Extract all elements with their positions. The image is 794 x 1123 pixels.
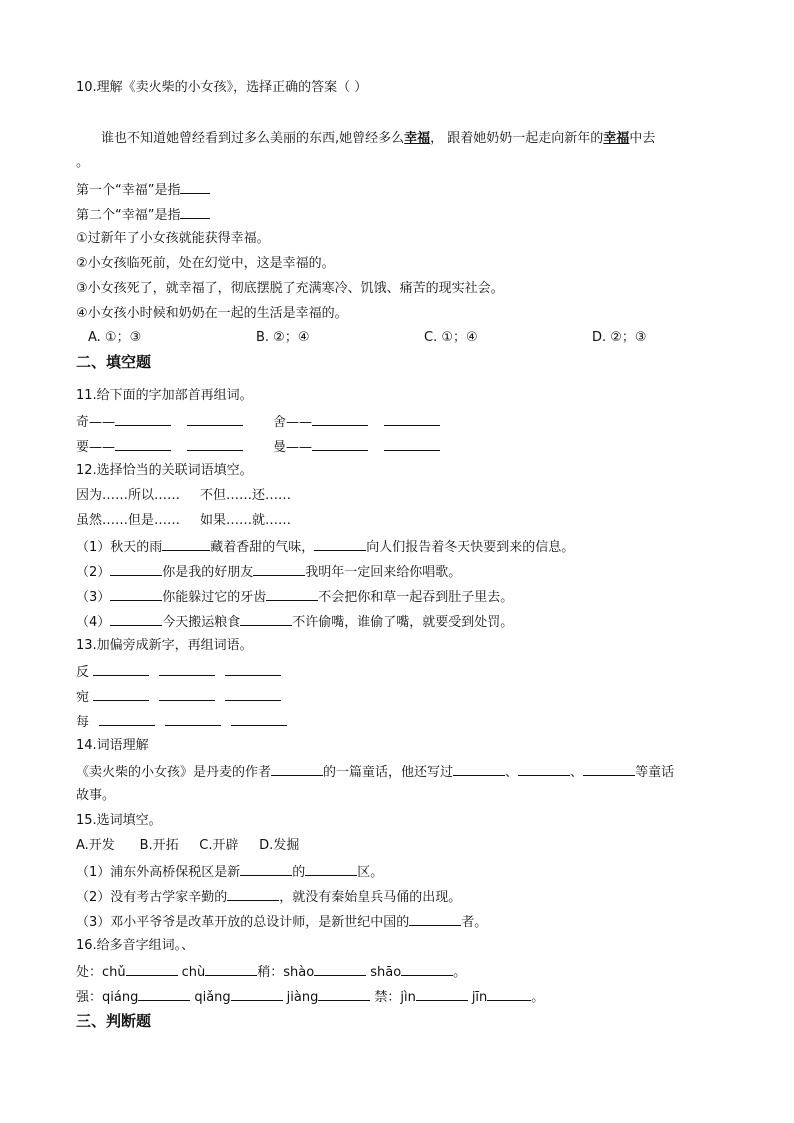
answer-blank[interactable] xyxy=(110,613,162,626)
q16-row-2: 强：qiáng qiǎng jiàng 禁：jìn jīn 。 xyxy=(76,990,545,1005)
q15-choices: A.开发 B.开拓 C.开辟 D.发掘 xyxy=(76,838,300,853)
answer-blank[interactable] xyxy=(231,713,287,726)
answer-blank[interactable] xyxy=(159,663,215,676)
answer-blank[interactable] xyxy=(162,538,210,551)
answer-blank[interactable] xyxy=(159,688,215,701)
q14-sentence: 《卖火柴的小女孩》是丹麦的作者 的一篇童话，他还写过 、 、 等童话 xyxy=(76,765,675,780)
q11-title: 11.给下面的字加部首再组词。 xyxy=(76,388,253,403)
section-heading: 二、填空题 xyxy=(76,353,152,371)
q10-option-a[interactable]: A. ①；③ xyxy=(88,330,142,345)
answer-blank[interactable] xyxy=(110,588,162,601)
q13-row-2: 宛 xyxy=(76,688,281,706)
q13-title: 13.加偏旁成新字，再组词语。 xyxy=(76,638,253,653)
answer-blank[interactable] xyxy=(312,438,368,451)
answer-blank[interactable] xyxy=(110,563,162,576)
answer-blank[interactable] xyxy=(384,438,440,451)
answer-blank[interactable] xyxy=(453,763,505,776)
q12-sentence-1: （1）秋天的雨 藏着香甜的气味， 向人们报告着冬天快要到来的信息。 xyxy=(76,540,575,555)
q10-title: 10.理解《卖火柴的小女孩》，选择正确的答案（ ） xyxy=(76,80,368,95)
answer-blank[interactable] xyxy=(487,988,531,1001)
q12-sentence-3: （3） 你能躲过它的牙齿 不会把你和草一起吞到肚子里去。 xyxy=(76,590,514,605)
q14-title: 14.词语理解 xyxy=(76,738,149,753)
answer-blank[interactable] xyxy=(266,588,318,601)
q15-sentence-3: （3）邓小平爷爷是改革开放的总设计师，是新世纪中国的 者。 xyxy=(76,915,488,930)
answer-blank[interactable] xyxy=(187,413,243,426)
answer-blank[interactable] xyxy=(253,563,305,576)
answer-blank[interactable] xyxy=(225,663,281,676)
q12-words-2: 虽然……但是…… 如果……就…… xyxy=(76,513,292,528)
q10-option-c[interactable]: C. ①；④ xyxy=(424,330,478,345)
section-heading: 三、判断题 xyxy=(76,1012,152,1030)
q13-row-1: 反 xyxy=(76,663,281,681)
answer-blank[interactable] xyxy=(314,963,366,976)
answer-blank[interactable] xyxy=(205,963,257,976)
q16-title: 16.给多音字组词。、 xyxy=(76,938,195,953)
q16-row-1: 处：chǔ chù 稍：shào shāo 。 xyxy=(76,965,467,980)
q10-option-b[interactable]: B. ②；④ xyxy=(256,330,310,345)
q12-sentence-2: （2） 你是我的好朋友 我明年一定回来给你唱歌。 xyxy=(76,565,462,580)
answer-blank[interactable] xyxy=(416,988,468,1001)
q10-item: ②小女孩临死前，处在幻觉中，这是幸福的。 xyxy=(76,256,335,271)
answer-blank[interactable] xyxy=(314,538,366,551)
answer-blank[interactable] xyxy=(312,413,368,426)
q10-happiness-2: 幸福 xyxy=(603,131,630,146)
answer-blank[interactable] xyxy=(240,863,292,876)
q12-words-1: 因为……所以…… 不但……还…… xyxy=(76,488,292,503)
q10-item: ①过新年了小女孩就能获得幸福。 xyxy=(76,231,270,246)
q10-first-line: 第一个“幸福”是指 xyxy=(76,181,210,199)
answer-blank[interactable] xyxy=(180,206,210,219)
q15-sentence-1: （1）浦东外高桥保税区是新 的 区。 xyxy=(76,865,384,880)
answer-blank[interactable] xyxy=(231,988,283,1001)
q10-item: ③小女孩死了，就幸福了，彻底摆脱了充满寒冷、饥饿、痛苦的现实社会。 xyxy=(76,281,504,296)
answer-blank[interactable] xyxy=(115,438,171,451)
answer-blank[interactable] xyxy=(583,763,635,776)
q10-second-line: 第二个“幸福”是指 xyxy=(76,206,210,224)
answer-blank[interactable] xyxy=(126,963,178,976)
q12-sentence-4: （4） 今天搬运粮食 不许偷嘴，谁偷了嘴，就要受到处罚。 xyxy=(76,615,514,630)
q10-item: ④小女孩小时候和奶奶在一起的生活是幸福的。 xyxy=(76,306,348,321)
answer-blank[interactable] xyxy=(401,963,453,976)
answer-blank[interactable] xyxy=(180,181,210,194)
q14-sentence-end: 故事。 xyxy=(76,788,116,803)
q15-sentence-2: （2）没有考古学家辛勤的 ，就没有秦始皇兵马俑的出现。 xyxy=(76,890,462,905)
answer-blank[interactable] xyxy=(305,863,357,876)
answer-blank[interactable] xyxy=(384,413,440,426)
answer-blank[interactable] xyxy=(93,688,149,701)
answer-blank[interactable] xyxy=(115,413,171,426)
answer-blank[interactable] xyxy=(409,913,461,926)
answer-blank[interactable] xyxy=(93,663,149,676)
answer-blank[interactable] xyxy=(518,763,570,776)
q10-option-d[interactable]: D. ②；③ xyxy=(592,330,647,345)
q15-title: 15.选词填空。 xyxy=(76,813,162,828)
q11-row-2: 要—— 曼—— xyxy=(76,438,440,456)
q12-title: 12.选择恰当的关联词语填空。 xyxy=(76,463,253,478)
answer-blank[interactable] xyxy=(271,763,323,776)
answer-blank[interactable] xyxy=(227,888,279,901)
answer-blank[interactable] xyxy=(225,688,281,701)
q10-happiness-1: 幸福 xyxy=(404,131,431,146)
answer-blank[interactable] xyxy=(99,713,155,726)
answer-blank[interactable] xyxy=(318,988,370,1001)
answer-blank[interactable] xyxy=(165,713,221,726)
q10-passage: 谁也不知道她曾经看到过多么美丽的东西,她曾经多么幸福， 跟着她奶奶一起走向新年的幸福中去 xyxy=(101,131,656,146)
answer-blank[interactable] xyxy=(240,613,292,626)
answer-blank[interactable] xyxy=(138,988,190,1001)
q10-passage-end: 。 xyxy=(76,155,90,170)
q13-row-3: 每 xyxy=(76,713,287,731)
q11-row-1: 奇—— 舍—— xyxy=(76,413,440,431)
answer-blank[interactable] xyxy=(187,438,243,451)
